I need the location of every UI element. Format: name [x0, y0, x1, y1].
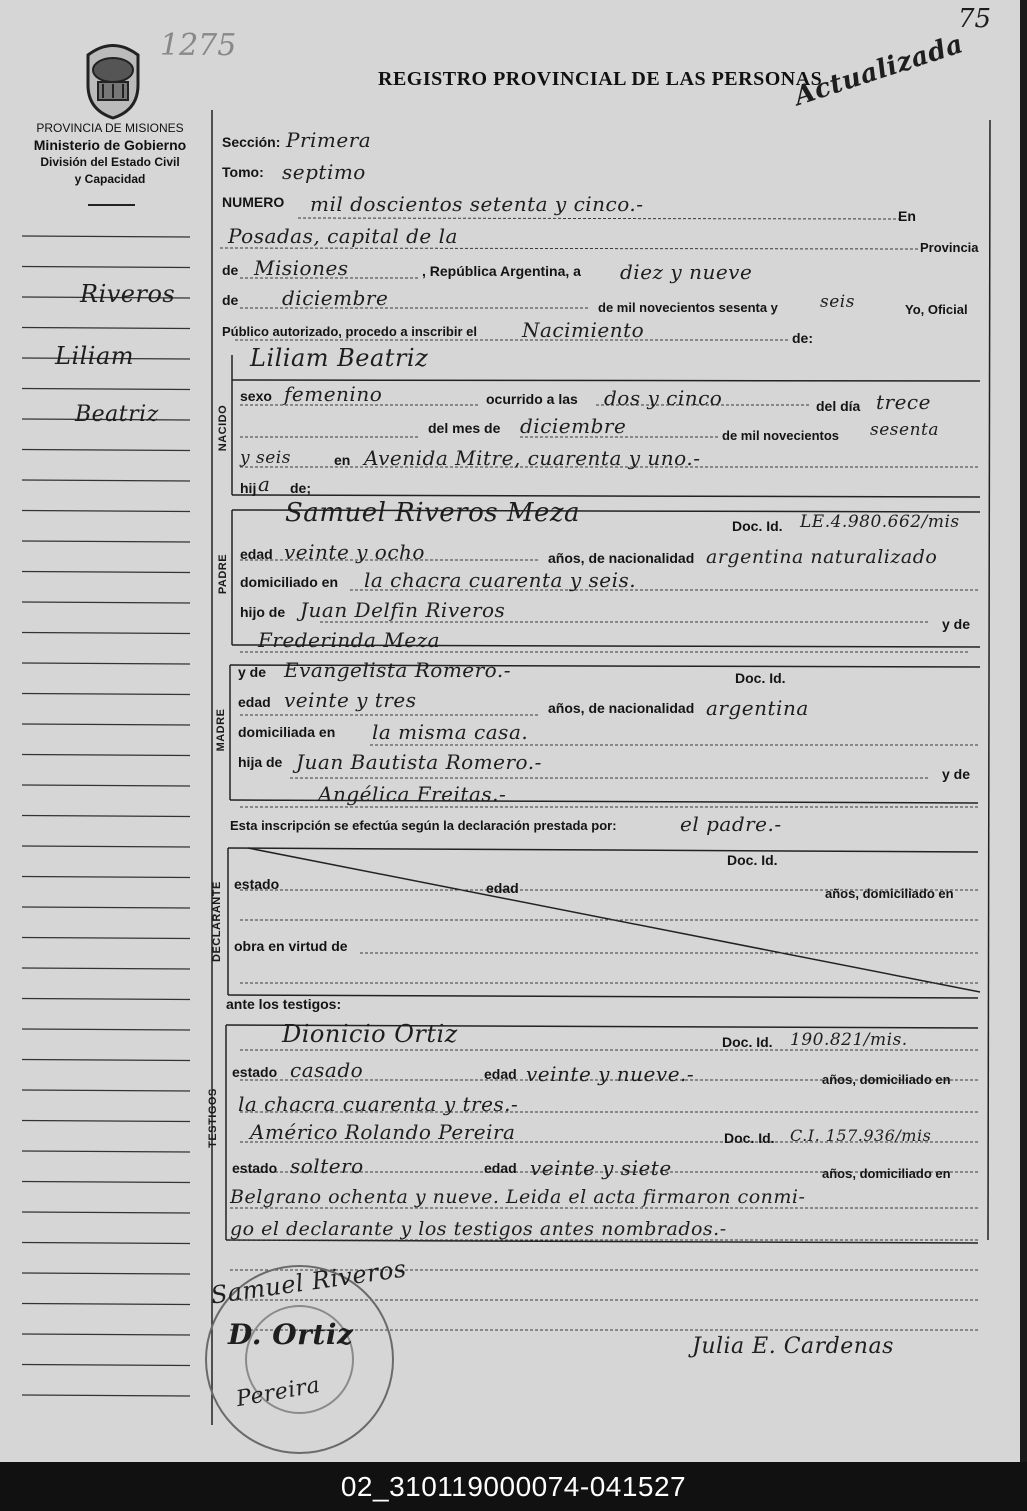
madre-y-de-label: y de	[238, 664, 267, 680]
margin-rule	[22, 1060, 190, 1061]
hora-value: dos y cinco	[604, 386, 723, 410]
margin-rule	[22, 938, 190, 939]
provincia-label: Provincia	[920, 240, 979, 255]
margin-rule	[22, 694, 190, 695]
testigo-1-edad: veinte y nueve.-	[526, 1062, 695, 1086]
padre-nacionalidad-label: años, de nacionalidad	[548, 550, 695, 566]
padre-edad-label: edad	[240, 546, 273, 562]
testigo-1-estado: casado	[290, 1058, 364, 1082]
del-mes-label: del mes de	[428, 420, 501, 436]
madre-nombre: Evangelista Romero.-	[284, 658, 511, 682]
signature-oficial: Julia E. Cardenas	[692, 1334, 894, 1359]
issuer-line-3: División del Estado Civil	[40, 155, 180, 169]
nacido-nombre: Liliam Beatriz	[250, 344, 429, 372]
padre-y-de-label: y de	[942, 616, 971, 632]
issuer-line-1: PROVINCIA DE MISIONES	[36, 121, 184, 135]
testigo-2-doc: C.I. 157.936/mis	[790, 1126, 932, 1145]
declarante-anios-label: años, domiciliado en	[825, 886, 954, 901]
cierre-linea-1: Belgrano ochenta y nueve. Leida el acta firmaron conmi-	[230, 1186, 806, 1208]
margin-rule	[22, 1151, 190, 1152]
margin-surname: Riveros	[80, 280, 176, 308]
margin-rule	[22, 816, 190, 817]
declarante-edad-label: edad	[486, 880, 519, 896]
margin-rule	[22, 1334, 190, 1335]
testigo-2-estado-label: estado	[232, 1160, 278, 1176]
folio-number: 1275	[160, 28, 237, 63]
abuela-paterna: Frederinda Meza	[258, 628, 441, 652]
madre-nacionalidad-label: años, de nacionalidad	[548, 700, 695, 716]
testigo-1-domicilio: la chacra cuarenta y tres.-	[238, 1092, 519, 1116]
padre-hijo-de-label: hijo de	[240, 604, 286, 620]
tomo-label: Tomo:	[222, 164, 264, 180]
declarante-section-label: DECLARANTE	[211, 881, 223, 962]
padre-nombre: Samuel Riveros Meza	[285, 498, 581, 528]
sexo-value: femenino	[284, 382, 383, 406]
hijo-de-label: de;	[290, 480, 311, 496]
margin-rule	[22, 480, 190, 481]
madre-nacionalidad: argentina	[706, 696, 809, 720]
madre-domicilio: la misma casa.	[372, 720, 529, 744]
testigo-2-edad: veinte y siete	[530, 1156, 672, 1180]
madre-edad: veinte y tres	[284, 688, 417, 712]
issuer-line-2: Ministerio de Gobierno	[33, 137, 187, 153]
testigos-section-label: TESTIGOS	[207, 1088, 219, 1148]
margin-rule	[22, 1243, 190, 1244]
margin-rule	[22, 1090, 190, 1091]
margin-rule	[22, 968, 190, 969]
archive-barcode-label: 02_310119000074-041527	[0, 1462, 1027, 1511]
abuelo-materno: Juan Bautista Romero.-	[296, 750, 542, 774]
padre-doc: LE.4.980.662/mis	[800, 512, 960, 532]
testigos-intro-label: ante los testigos:	[226, 996, 342, 1012]
mes-acta: diciembre	[282, 286, 389, 310]
margin-rule	[22, 572, 190, 573]
padre-domicilio: la chacra cuarenta y seis.	[364, 568, 637, 592]
nacido-section-label: NACIDO	[217, 404, 229, 452]
margin-rule	[22, 1182, 190, 1183]
document-title: REGISTRO PROVINCIAL DE LAS PERSONAS	[378, 68, 823, 90]
de2-label: de:	[792, 330, 813, 346]
dia-value: trece	[876, 390, 931, 414]
anio-label: de mil novecientos sesenta y	[598, 300, 778, 315]
acto-value: Nacimiento	[522, 318, 645, 342]
de-label-2: de	[222, 292, 239, 308]
madre-domicilio-label: domiciliada en	[238, 724, 336, 740]
margin-rule	[22, 267, 190, 268]
padre-domicilio-label: domiciliado en	[240, 574, 339, 590]
cierre-linea-2: go el declarante y los testigos antes nombrados.-	[230, 1218, 727, 1240]
testigo-1-estado-label: estado	[232, 1064, 278, 1080]
anio-value-2: y seis	[240, 448, 291, 468]
madre-y-de-label-2: y de	[942, 766, 971, 782]
actualizada-stamp: Actualizada	[790, 29, 968, 112]
margin-rule	[22, 724, 190, 725]
declaracion-value: el padre.-	[680, 812, 782, 836]
margin-rule	[22, 389, 190, 390]
madre-hija-de-label: hija de	[238, 754, 283, 770]
madre-edad-label: edad	[238, 694, 271, 710]
anio-acta: seis	[820, 292, 855, 312]
padre-nacionalidad: argentina naturalizado	[706, 546, 938, 568]
anio-value: sesenta	[870, 420, 939, 440]
testigo-2-doc-label: Doc. Id.	[724, 1130, 775, 1146]
declarante-estado-label: estado	[234, 876, 280, 892]
margin-rule	[22, 541, 190, 542]
lugar-nacimiento: Avenida Mitre, cuarenta y uno.-	[364, 446, 701, 470]
margin-second-name: Beatriz	[75, 402, 159, 427]
ocurrido-label: ocurrido a las	[486, 391, 578, 407]
hijo-label: hij	[240, 480, 257, 496]
margin-rule	[22, 1212, 190, 1213]
testigo-1-edad-label: edad	[484, 1066, 517, 1082]
margin-rule	[22, 1121, 190, 1122]
margin-rule	[22, 907, 190, 908]
mil-novecientos-label: de mil novecientos	[722, 428, 840, 443]
madre-doc-label: Doc. Id.	[735, 670, 786, 686]
testigo-1-anios-label: años, domiciliado en	[822, 1072, 951, 1087]
numero-value: mil doscientos setenta y cinco.-	[310, 192, 644, 216]
margin-first-name: Liliam	[55, 342, 135, 370]
en-label-2: en	[334, 452, 351, 468]
mes-value: diciembre	[520, 414, 627, 438]
abuela-materna: Angélica Freitas.-	[318, 782, 507, 806]
signature-2: D. Ortiz	[228, 1318, 354, 1351]
padre-edad: veinte y ocho	[284, 540, 425, 564]
signature-3: Pereira	[234, 1372, 323, 1413]
margin-rule	[22, 633, 190, 634]
testigo-1-nombre: Dionicio Ortiz	[282, 1020, 458, 1048]
testigo-2-edad-label: edad	[484, 1160, 517, 1176]
margin-rule	[22, 663, 190, 664]
margin-rule	[22, 1273, 190, 1274]
margin-rule	[22, 1029, 190, 1030]
margin-rule	[22, 328, 190, 329]
declarante-doc-label: Doc. Id.	[727, 852, 778, 868]
margin-rule	[22, 1365, 190, 1366]
testigo-1-doc-label: Doc. Id.	[722, 1034, 773, 1050]
padre-doc-label: Doc. Id.	[732, 518, 783, 534]
testigo-2-anios-label: años, domiciliado en	[822, 1166, 951, 1181]
testigo-1-doc: 190.821/mis.	[790, 1030, 908, 1050]
margin-rule	[22, 511, 190, 512]
declaracion-label: Esta inscripción se efectúa según la declaración prestada por:	[230, 818, 617, 833]
oficial-label: Yo, Oficial	[905, 302, 968, 317]
margin-rule	[22, 236, 190, 237]
margin-rule	[22, 450, 190, 451]
numero-label: NUMERO	[222, 194, 285, 210]
del-dia-label: del día	[816, 398, 861, 414]
madre-section-label: MADRE	[215, 708, 227, 752]
de-label: de	[222, 262, 239, 278]
publico-label: Público autorizado, procedo a inscribir el	[222, 324, 477, 339]
margin-rule	[22, 999, 190, 1000]
sexo-label: sexo	[240, 388, 272, 404]
republica-label: , República Argentina, a	[422, 263, 581, 279]
margin-rule	[22, 1304, 190, 1305]
declarante-obra-label: obra en virtud de	[234, 938, 348, 954]
coat-of-arms-icon	[78, 40, 148, 120]
abuelo-paterno: Juan Delfin Riveros	[300, 598, 506, 622]
margin-rule	[22, 846, 190, 847]
provincia-value: Misiones	[254, 256, 349, 280]
tomo-value: septimo	[282, 160, 366, 184]
testigo-2-estado: soltero	[290, 1154, 364, 1178]
issuer-block	[10, 120, 210, 188]
margin-rule	[22, 877, 190, 878]
padre-section-label: PADRE	[217, 553, 229, 595]
dia-acta: diez y nueve	[620, 260, 753, 284]
en-label: En	[898, 208, 916, 224]
margin-rule	[22, 785, 190, 786]
testigo-2-nombre: Américo Rolando Pereira	[250, 1120, 516, 1144]
seccion-value: Primera	[286, 128, 372, 152]
margin-rule	[22, 755, 190, 756]
hijo-suffix: a	[258, 472, 271, 496]
issuer-line-4: y Capacidad	[74, 172, 146, 186]
seccion-label: Sección:	[222, 134, 281, 150]
lugar-value: Posadas, capital de la	[228, 224, 458, 248]
signature-1: Samuel Riveros	[209, 1254, 409, 1310]
margin-rule	[22, 1395, 190, 1396]
page-number: 75	[958, 4, 992, 34]
margin-rule	[22, 602, 190, 603]
